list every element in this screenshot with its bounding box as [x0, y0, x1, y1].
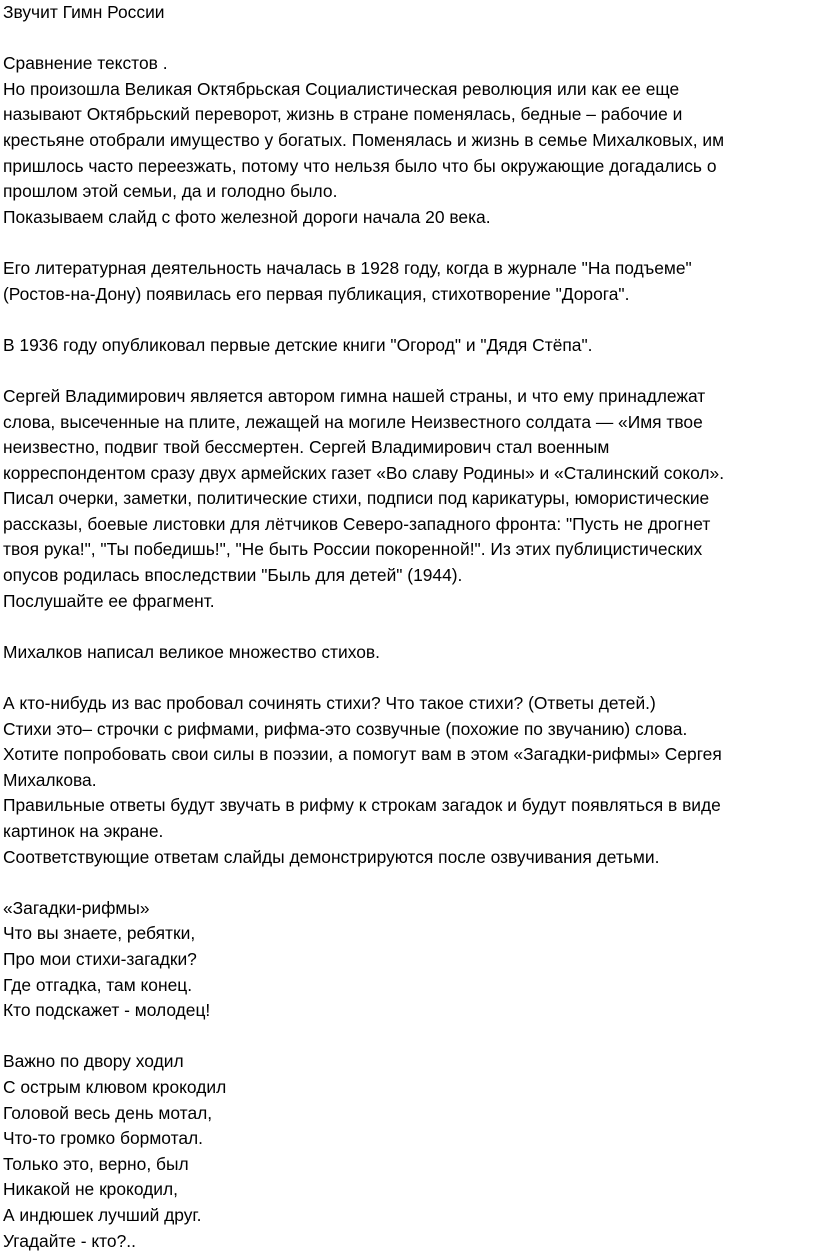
blank-line: [3, 307, 813, 333]
blank-line: [3, 230, 813, 256]
blank-line: [3, 358, 813, 384]
doc-line: пришлось часто переезжать, потому что нельзя было что бы окружающие догадались о: [3, 155, 717, 176]
doc-line: Где отгадка, там конец.: [3, 974, 193, 995]
doc-line: Важно по двору ходил: [3, 1051, 184, 1072]
document-body: [3, 0, 813, 1254]
doc-line: Только это, верно, был: [3, 1153, 189, 1174]
doc-line: Михалков написал великое множество стихов.: [3, 641, 380, 662]
doc-line: В 1936 году опубликовал первые детские книги "Огород" и "Дядя Стёпа".: [3, 334, 593, 355]
doc-line: «Загадки-рифмы»: [3, 897, 150, 918]
doc-line: рассказы, боевые листовки для лётчиков Северо-западного фронта: "Пусть не дрогнет: [3, 513, 711, 534]
doc-line: слова, высеченные на плите, лежащей на могиле Неизвестного солдата — «Имя твое: [3, 411, 703, 432]
doc-line: Хотите попробовать свои силы в поэзии, а помогут вам в этом «Загадки-рифмы» Сергея: [3, 744, 722, 765]
doc-line: Кто подскажет - молодец!: [3, 1000, 211, 1021]
doc-line: Про мои стихи-загадки?: [3, 948, 197, 969]
doc-line: корреспондентом сразу двух армейских газет «Во славу Родины» и «Сталинский сокол».: [3, 462, 725, 483]
doc-line: Писал очерки, заметки, политические стихи, подписи под карикатуры, юмористические: [3, 488, 710, 509]
doc-line: Сергей Владимирович является автором гимна нашей страны, и что ему принадлежат: [3, 385, 706, 406]
blank-line: [3, 870, 813, 896]
doc-line: А кто-нибудь из вас пробовал сочинять стихи? Что такое стихи? (Ответы детей.): [3, 693, 656, 714]
doc-line: картинок на экране.: [3, 821, 164, 841]
doc-line: Никакой не крокодил,: [3, 1179, 178, 1200]
doc-line: Михалкова.: [3, 769, 97, 790]
blank-line: [3, 1024, 813, 1050]
doc-line: Послушайте ее фрагмент.: [3, 590, 215, 611]
blank-line: [3, 665, 813, 691]
doc-line: Соответствующие ответам слайды демонстрируются после озвучивания детьми.: [3, 846, 660, 867]
doc-line: опусов родилась впоследствии "Быль для детей" (1944).: [3, 565, 463, 586]
doc-line: Что-то громко бормотал.: [3, 1128, 204, 1149]
doc-line: Угадайте - кто?..: [3, 1230, 136, 1251]
doc-line: прошлом этой семьи, да и голодно было.: [3, 181, 338, 202]
doc-line: Правильные ответы будут звучать в рифму к строкам загадок и будут появляться в виде: [3, 795, 721, 816]
doc-line: крестьяне отобрали имущество у богатых. Поменялась и жизнь в семье Михалковых, им: [3, 129, 725, 150]
doc-line: называют Октябрьский переворот, жизнь в стране поменялась, бедные – рабочие и: [3, 104, 683, 125]
doc-line: Звучит Гимн России: [3, 2, 165, 22]
doc-line: Головой весь день мотал,: [3, 1102, 213, 1123]
doc-line: (Ростов-на-Дону) появилась его первая публикация, стихотворение "Дорога".: [3, 283, 630, 304]
doc-line: Стихи это– строчки с рифмами, рифма-это созвучные (похожие по звучанию) слова.: [3, 718, 688, 739]
doc-line: Что вы знаете, ребятки,: [3, 923, 196, 944]
doc-line: Но произошла Великая Октябрьская Социалистическая революция или как ее еще: [3, 78, 680, 99]
blank-line: [3, 614, 813, 640]
blank-line: [3, 26, 813, 52]
doc-line: С острым клювом крокодил: [3, 1076, 227, 1097]
doc-line: Его литературная деятельность началась в 1928 году, когда в журнале "На подъеме": [3, 257, 692, 278]
doc-line: Сравнение текстов .: [3, 53, 168, 74]
doc-line: твоя рука!", "Ты победишь!", "Не быть России покоренной!". Из этих публицистических: [3, 539, 703, 560]
doc-line: Показываем слайд с фото железной дороги начала 20 века.: [3, 206, 491, 227]
doc-line: А индюшек лучший друг.: [3, 1204, 202, 1225]
doc-line: неизвестно, подвиг твой бессмертен. Сергей Владимирович стал военным: [3, 437, 610, 458]
